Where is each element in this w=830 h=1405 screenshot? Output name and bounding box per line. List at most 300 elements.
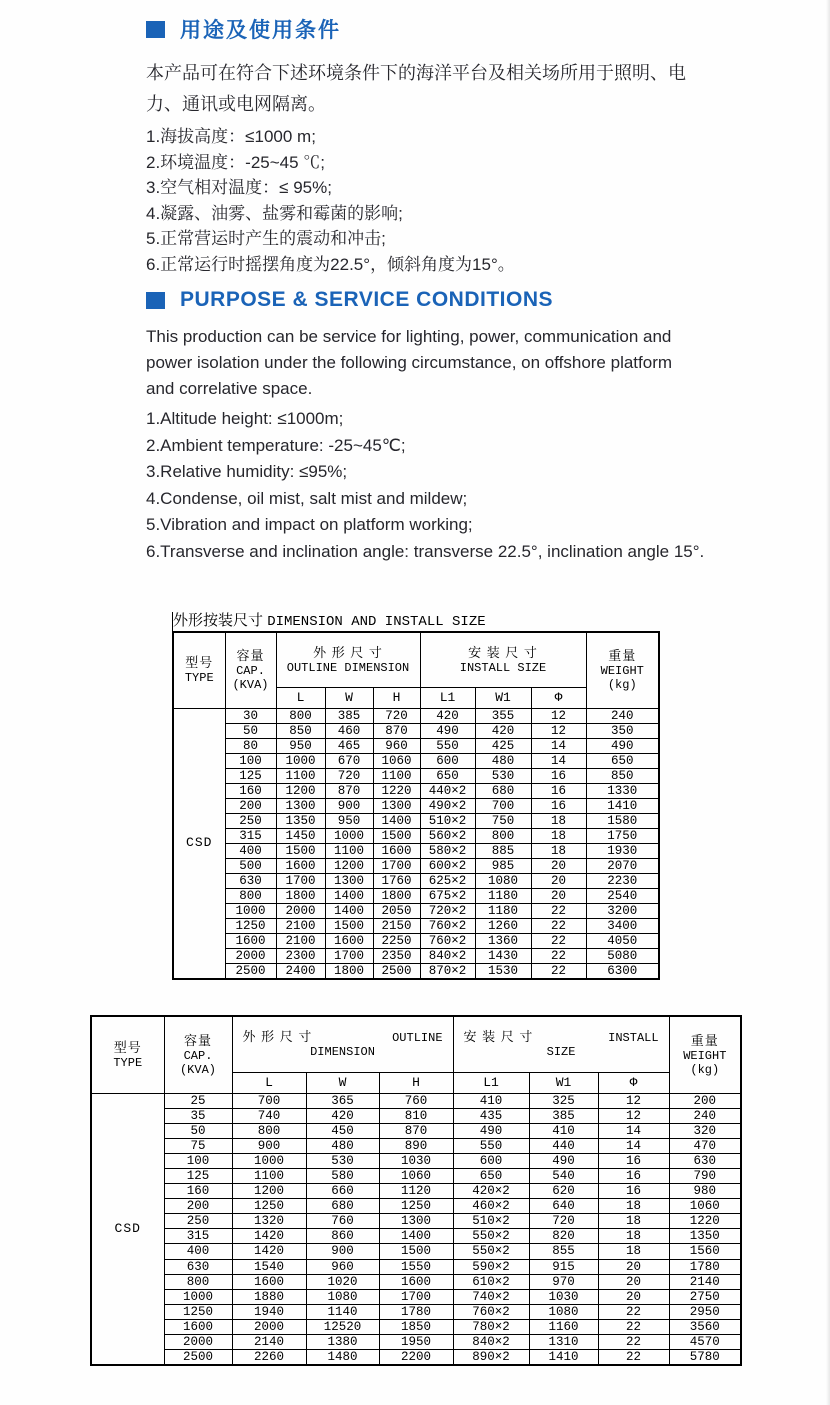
table-cell: 800 (164, 1274, 232, 1289)
table-cell: 50 (164, 1123, 232, 1138)
table-cell: 4050 (586, 933, 659, 948)
section-purpose-cn (146, 14, 726, 277)
table-cell: 1350 (669, 1229, 741, 1244)
table-cell: 650 (420, 768, 475, 783)
table-cell: 1250 (379, 1199, 453, 1214)
table-cell: 2500 (225, 963, 276, 979)
table-cell: 2750 (669, 1289, 741, 1304)
intro-paragraph-en: This production can be service for lighting, power, communication and power isolation under the following circumstance, on offshore platform and correlative space. (146, 327, 673, 398)
table-cell: 1500 (325, 918, 373, 933)
col-header-phi: Φ (598, 1072, 669, 1093)
table-cell: 700 (475, 798, 531, 813)
table-cell: 22 (531, 963, 586, 979)
table-cell: 625×2 (420, 873, 475, 888)
table-cell: 1400 (325, 888, 373, 903)
table-cell: 760×2 (453, 1304, 529, 1319)
table-row (173, 858, 659, 873)
table-cell: 1310 (529, 1335, 598, 1350)
table-cell: 1450 (276, 828, 325, 843)
table-cell: 450 (306, 1123, 379, 1138)
col-header-L: L (276, 687, 325, 708)
table-cell: 670 (325, 753, 373, 768)
condition-item-cn: 1.海拔高度：≤1000 m; (146, 127, 316, 146)
table-cell: 1100 (232, 1168, 306, 1183)
table-cell: 1600 (164, 1319, 232, 1334)
table-cell: 18 (598, 1199, 669, 1214)
table-cell: 1180 (475, 903, 531, 918)
table-cell: 425 (475, 738, 531, 753)
table-cell: 460 (325, 723, 373, 738)
table-cell: 980 (669, 1184, 741, 1199)
table-cell: 20 (598, 1259, 669, 1274)
table-cell: 16 (531, 768, 586, 783)
table-cell: 675×2 (420, 888, 475, 903)
table-cell: 480 (475, 753, 531, 768)
table-row (173, 903, 659, 918)
table-row (91, 1244, 741, 1259)
table-cell: 950 (276, 738, 325, 753)
table-cell: 640 (529, 1199, 598, 1214)
table-cell: 1300 (373, 798, 420, 813)
table-cell: 490 (529, 1153, 598, 1168)
table-cell: 740×2 (453, 1289, 529, 1304)
dimension-table-1 (172, 631, 660, 980)
table-cell: 1200 (325, 858, 373, 873)
table-cell: 550 (453, 1138, 529, 1153)
table-cell: 560×2 (420, 828, 475, 843)
table-cell: 1030 (379, 1153, 453, 1168)
table-row (173, 813, 659, 828)
table-cell: 800 (232, 1123, 306, 1138)
table-cell: 855 (529, 1244, 598, 1259)
table-cell: 700 (232, 1093, 306, 1108)
table-cell: 720 (529, 1214, 598, 1229)
table-cell: 20 (598, 1274, 669, 1289)
table-cell: 2070 (586, 858, 659, 873)
table-cell: 580×2 (420, 843, 475, 858)
table-cell: 2250 (373, 933, 420, 948)
condition-list-cn (146, 124, 726, 277)
table-row (173, 753, 659, 768)
table-1-title (172, 612, 658, 631)
section-heading-cn (146, 14, 726, 44)
table-cell: 1700 (379, 1289, 453, 1304)
table-cell: 1180 (475, 888, 531, 903)
table-cell: 780×2 (453, 1319, 529, 1334)
col-header-L1: L1 (453, 1072, 529, 1093)
table-cell: 1580 (586, 813, 659, 828)
table-cell: 465 (325, 738, 373, 753)
table-cell: 800 (276, 708, 325, 723)
table-cell: 550×2 (453, 1229, 529, 1244)
table-cell: 2000 (225, 948, 276, 963)
table-cell: 18 (531, 843, 586, 858)
table-cell: 1380 (306, 1335, 379, 1350)
table-cell: 20 (531, 888, 586, 903)
table-cell: 12 (598, 1108, 669, 1123)
table-cell: 18 (531, 813, 586, 828)
table-cell: 1060 (373, 753, 420, 768)
table-cell: 2140 (232, 1335, 306, 1350)
table-cell: 610×2 (453, 1274, 529, 1289)
condition-item-cn: 6.正常运行时摇摆角度为22.5°，倾斜角度为15°。 (146, 254, 515, 274)
table-cell: 720 (373, 708, 420, 723)
table-cell: 2950 (669, 1304, 741, 1319)
col-header-capacity: 容量 CAP. (KVA) (225, 632, 276, 708)
table-cell: 1400 (379, 1229, 453, 1244)
table-row (91, 1138, 741, 1153)
table-cell: 1420 (232, 1229, 306, 1244)
table-row (91, 1335, 741, 1350)
col-header-outline-dimension: 外 形 尺 寸 OUTLINE DIMENSION (232, 1016, 453, 1072)
table-row (173, 798, 659, 813)
table-cell: 420 (475, 723, 531, 738)
table-row (91, 1093, 741, 1108)
table-cell: 400 (164, 1244, 232, 1259)
table-cell: 890 (379, 1138, 453, 1153)
col-header-H: H (379, 1072, 453, 1093)
condition-item-cn: 5.正常营运时产生的震动和冲击; (146, 229, 386, 248)
table-cell: 18 (598, 1214, 669, 1229)
col-header-W1: W1 (529, 1072, 598, 1093)
table-cell: 125 (164, 1168, 232, 1183)
table-cell: 2000 (232, 1319, 306, 1334)
col-header-capacity: 容量 CAP. (KVA) (164, 1016, 232, 1093)
table-cell: 1000 (276, 753, 325, 768)
table-cell: 1360 (475, 933, 531, 948)
table-cell: 490 (453, 1123, 529, 1138)
table-row (91, 1274, 741, 1289)
table-cell: 320 (669, 1123, 741, 1138)
table-cell: 760 (379, 1093, 453, 1108)
col-header-L1: L1 (420, 687, 475, 708)
table-cell: 22 (531, 903, 586, 918)
col-header-W1: W1 (475, 687, 531, 708)
table-cell: 350 (586, 723, 659, 738)
table-cell: 1850 (379, 1319, 453, 1334)
table-cell: 915 (529, 1259, 598, 1274)
table-cell: 1560 (669, 1244, 741, 1259)
table-2-header (91, 1016, 741, 1093)
table-cell: 22 (531, 933, 586, 948)
table-cell: 985 (475, 858, 531, 873)
table-cell: 4570 (669, 1335, 741, 1350)
table-cell: 530 (475, 768, 531, 783)
table-cell: 650 (586, 753, 659, 768)
condition-item-cn: 3.空气相对温度：≤ 95%; (146, 178, 332, 197)
table-cell: 510×2 (453, 1214, 529, 1229)
table-cell: 970 (529, 1274, 598, 1289)
table-row (91, 1184, 741, 1199)
table-cell: 600×2 (420, 858, 475, 873)
table-cell: 510×2 (420, 813, 475, 828)
table-cell: 410 (529, 1123, 598, 1138)
table-row (173, 873, 659, 888)
table-cell: 35 (164, 1108, 232, 1123)
table-cell: 1000 (325, 828, 373, 843)
table-cell: 30 (225, 708, 276, 723)
table-cell: 1600 (225, 933, 276, 948)
table-cell: 2150 (373, 918, 420, 933)
col-header-L: L (232, 1072, 306, 1093)
table-cell: 800 (475, 828, 531, 843)
table-cell: 250 (225, 813, 276, 828)
table-row (173, 828, 659, 843)
table-cell: 550 (420, 738, 475, 753)
table-cell: 240 (669, 1108, 741, 1123)
table-cell: 2000 (164, 1335, 232, 1350)
table-cell: 20 (531, 858, 586, 873)
table-cell: 840×2 (420, 948, 475, 963)
table-cell: 590×2 (453, 1259, 529, 1274)
table-cell: 500 (225, 858, 276, 873)
table-cell: 1320 (232, 1214, 306, 1229)
table-cell: 440 (529, 1138, 598, 1153)
table-cell: 630 (225, 873, 276, 888)
table-cell: 1410 (529, 1350, 598, 1366)
table-row (91, 1214, 741, 1229)
table-cell: 22 (598, 1319, 669, 1334)
table-row (173, 918, 659, 933)
table-cell: 1430 (475, 948, 531, 963)
table-cell: 2540 (586, 888, 659, 903)
table-cell: 2100 (276, 933, 325, 948)
col-header-W: W (325, 687, 373, 708)
table-cell: 1160 (529, 1319, 598, 1334)
col-header-H: H (373, 687, 420, 708)
table-cell: 2350 (373, 948, 420, 963)
table-cell: 740 (232, 1108, 306, 1123)
table-cell: 1260 (475, 918, 531, 933)
scan-edge-artifact (826, 0, 830, 1405)
table-cell: 530 (306, 1153, 379, 1168)
section-title-en: PURPOSE & SERVICE CONDITIONS (180, 288, 554, 311)
table-cell: 1800 (325, 963, 373, 979)
table-cell: 1780 (379, 1304, 453, 1319)
table-cell: 660 (306, 1184, 379, 1199)
table-cell: 1930 (586, 843, 659, 858)
section-bullet-square-icon (146, 21, 165, 38)
condition-item-en: 1.Altitude height: ≤1000m; (146, 409, 344, 428)
table-cell: 480 (306, 1138, 379, 1153)
table-cell: 680 (475, 783, 531, 798)
table-cell: 900 (306, 1244, 379, 1259)
table-cell: 250 (164, 1214, 232, 1229)
type-cell: CSD (173, 708, 225, 979)
section-title-cn: 用途及使用条件 (180, 19, 341, 42)
table-cell: 1250 (232, 1199, 306, 1214)
table-cell: 1750 (586, 828, 659, 843)
table-cell: 16 (598, 1184, 669, 1199)
table-cell: 1100 (325, 843, 373, 858)
table-row (91, 1199, 741, 1214)
table-cell: 1700 (373, 858, 420, 873)
table-cell: 22 (598, 1350, 669, 1366)
table-1-title-en: DIMENSION AND INSTALL SIZE (267, 614, 486, 630)
table-cell: 1250 (164, 1304, 232, 1319)
table-cell: 1140 (306, 1304, 379, 1319)
table-cell: 885 (475, 843, 531, 858)
table-cell: 550×2 (453, 1244, 529, 1259)
table-row (91, 1259, 741, 1274)
table-cell: 580 (306, 1168, 379, 1183)
dimension-table-1-block (172, 612, 658, 980)
table-cell: 760 (306, 1214, 379, 1229)
condition-item-en: 5.Vibration and impact on platform working; (146, 515, 473, 534)
table-cell: 18 (531, 828, 586, 843)
table-cell: 100 (164, 1153, 232, 1168)
table-cell: 16 (531, 798, 586, 813)
table-cell: 3200 (586, 903, 659, 918)
table-cell: 1500 (373, 828, 420, 843)
table-cell: 200 (164, 1199, 232, 1214)
table-row (173, 723, 659, 738)
table-cell: 16 (598, 1153, 669, 1168)
table-cell: 440×2 (420, 783, 475, 798)
table-cell: 410 (453, 1093, 529, 1108)
table-cell: 1200 (232, 1184, 306, 1199)
condition-item-en: 3.Relative humidity: ≤95%; (146, 462, 348, 481)
table-1-title-cn: 外形按装尺寸 (173, 612, 264, 629)
table-cell: 1800 (276, 888, 325, 903)
table-cell: 1780 (669, 1259, 741, 1274)
table-cell: 950 (325, 813, 373, 828)
table-cell: 100 (225, 753, 276, 768)
table-row (173, 708, 659, 723)
table-cell: 1480 (306, 1350, 379, 1366)
table-cell: 25 (164, 1093, 232, 1108)
table-cell: 12 (531, 723, 586, 738)
condition-item-cn: 4.凝露、油雾、盐雾和霉菌的影响; (146, 203, 403, 223)
table-row (173, 963, 659, 979)
table-cell: 240 (586, 708, 659, 723)
table-cell: 600 (420, 753, 475, 768)
table-row (173, 948, 659, 963)
table-cell: 1300 (325, 873, 373, 888)
table-cell: 1250 (225, 918, 276, 933)
col-header-install-size: 安 装 尺 寸 INSTALL SIZE (453, 1016, 669, 1072)
table-cell: 540 (529, 1168, 598, 1183)
table-cell: 14 (598, 1138, 669, 1153)
table-cell: 5080 (586, 948, 659, 963)
section-bullet-square-icon (146, 292, 165, 309)
table-row (173, 888, 659, 903)
table-row (91, 1350, 741, 1366)
table-cell: 750 (475, 813, 531, 828)
table-cell: 22 (598, 1304, 669, 1319)
table-cell: 1940 (232, 1304, 306, 1319)
table-cell: 420 (420, 708, 475, 723)
table-cell: 1350 (276, 813, 325, 828)
table-cell: 1020 (306, 1274, 379, 1289)
table-cell: 490 (420, 723, 475, 738)
table-cell: 1220 (669, 1214, 741, 1229)
table-cell: 650 (453, 1168, 529, 1183)
table-row (91, 1304, 741, 1319)
table-cell: 325 (529, 1093, 598, 1108)
table-cell: 890×2 (453, 1350, 529, 1366)
condition-item-en: 2.Ambient temperature: -25~45℃; (146, 435, 406, 455)
table-cell: 1500 (276, 843, 325, 858)
table-cell: 600 (453, 1153, 529, 1168)
table-row (91, 1108, 741, 1123)
table-cell: 1120 (379, 1184, 453, 1199)
table-cell: 1420 (232, 1244, 306, 1259)
table-cell: 850 (276, 723, 325, 738)
table-cell: 2000 (276, 903, 325, 918)
table-cell: 125 (225, 768, 276, 783)
table-cell: 385 (325, 708, 373, 723)
table-cell: 2140 (669, 1274, 741, 1289)
table-cell: 12520 (306, 1319, 379, 1334)
table-cell: 810 (379, 1108, 453, 1123)
table-cell: 420 (306, 1108, 379, 1123)
table-row (173, 843, 659, 858)
table-cell: 1000 (164, 1289, 232, 1304)
table-cell: 16 (531, 783, 586, 798)
condition-item-cn: 2.环境温度：-25~45 ℃; (146, 152, 326, 172)
condition-list-en (146, 406, 726, 565)
table-row (173, 783, 659, 798)
section-heading-en (146, 288, 726, 312)
table-cell: 14 (598, 1123, 669, 1138)
section-purpose-en (146, 288, 726, 565)
table-cell: 2500 (164, 1350, 232, 1366)
table-cell: 1700 (276, 873, 325, 888)
table-cell: 1400 (373, 813, 420, 828)
table-cell: 1300 (276, 798, 325, 813)
col-header-install-size: 安 装 尺 寸 INSTALL SIZE (420, 632, 586, 687)
table-cell: 1880 (232, 1289, 306, 1304)
table-row (91, 1123, 741, 1138)
col-header-type: 型号 TYPE (91, 1016, 164, 1093)
table-cell: 960 (306, 1259, 379, 1274)
table-cell: 160 (164, 1184, 232, 1199)
table-cell: 14 (531, 738, 586, 753)
table-1-body (173, 708, 659, 979)
table-cell: 16 (598, 1168, 669, 1183)
table-cell: 1600 (325, 933, 373, 948)
table-cell: 1080 (475, 873, 531, 888)
table-cell: 900 (325, 798, 373, 813)
table-cell: 1060 (379, 1168, 453, 1183)
table-cell: 840×2 (453, 1335, 529, 1350)
table-cell: 18 (598, 1244, 669, 1259)
col-header-W: W (306, 1072, 379, 1093)
table-cell: 630 (669, 1153, 741, 1168)
table-cell: 760×2 (420, 918, 475, 933)
intro-paragraph-cn: 本产品可在符合下述环境条件下的海洋平台及相关场所用于照明、电力、通讯或电网隔离。 (146, 63, 686, 114)
dimension-table-2-block (90, 1015, 740, 1366)
type-cell: CSD (91, 1093, 164, 1365)
table-cell: 3560 (669, 1319, 741, 1334)
table-cell: 75 (164, 1138, 232, 1153)
table-cell: 2200 (379, 1350, 453, 1366)
table-row (91, 1168, 741, 1183)
table-cell: 1700 (325, 948, 373, 963)
table-cell: 22 (531, 918, 586, 933)
table-cell: 22 (598, 1335, 669, 1350)
table-cell: 1100 (373, 768, 420, 783)
table-cell: 1410 (586, 798, 659, 813)
table-cell: 900 (232, 1138, 306, 1153)
table-cell: 1100 (276, 768, 325, 783)
table-cell: 1330 (586, 783, 659, 798)
table-cell: 14 (531, 753, 586, 768)
table-cell: 1000 (232, 1153, 306, 1168)
table-cell: 1080 (306, 1289, 379, 1304)
table-cell: 2050 (373, 903, 420, 918)
